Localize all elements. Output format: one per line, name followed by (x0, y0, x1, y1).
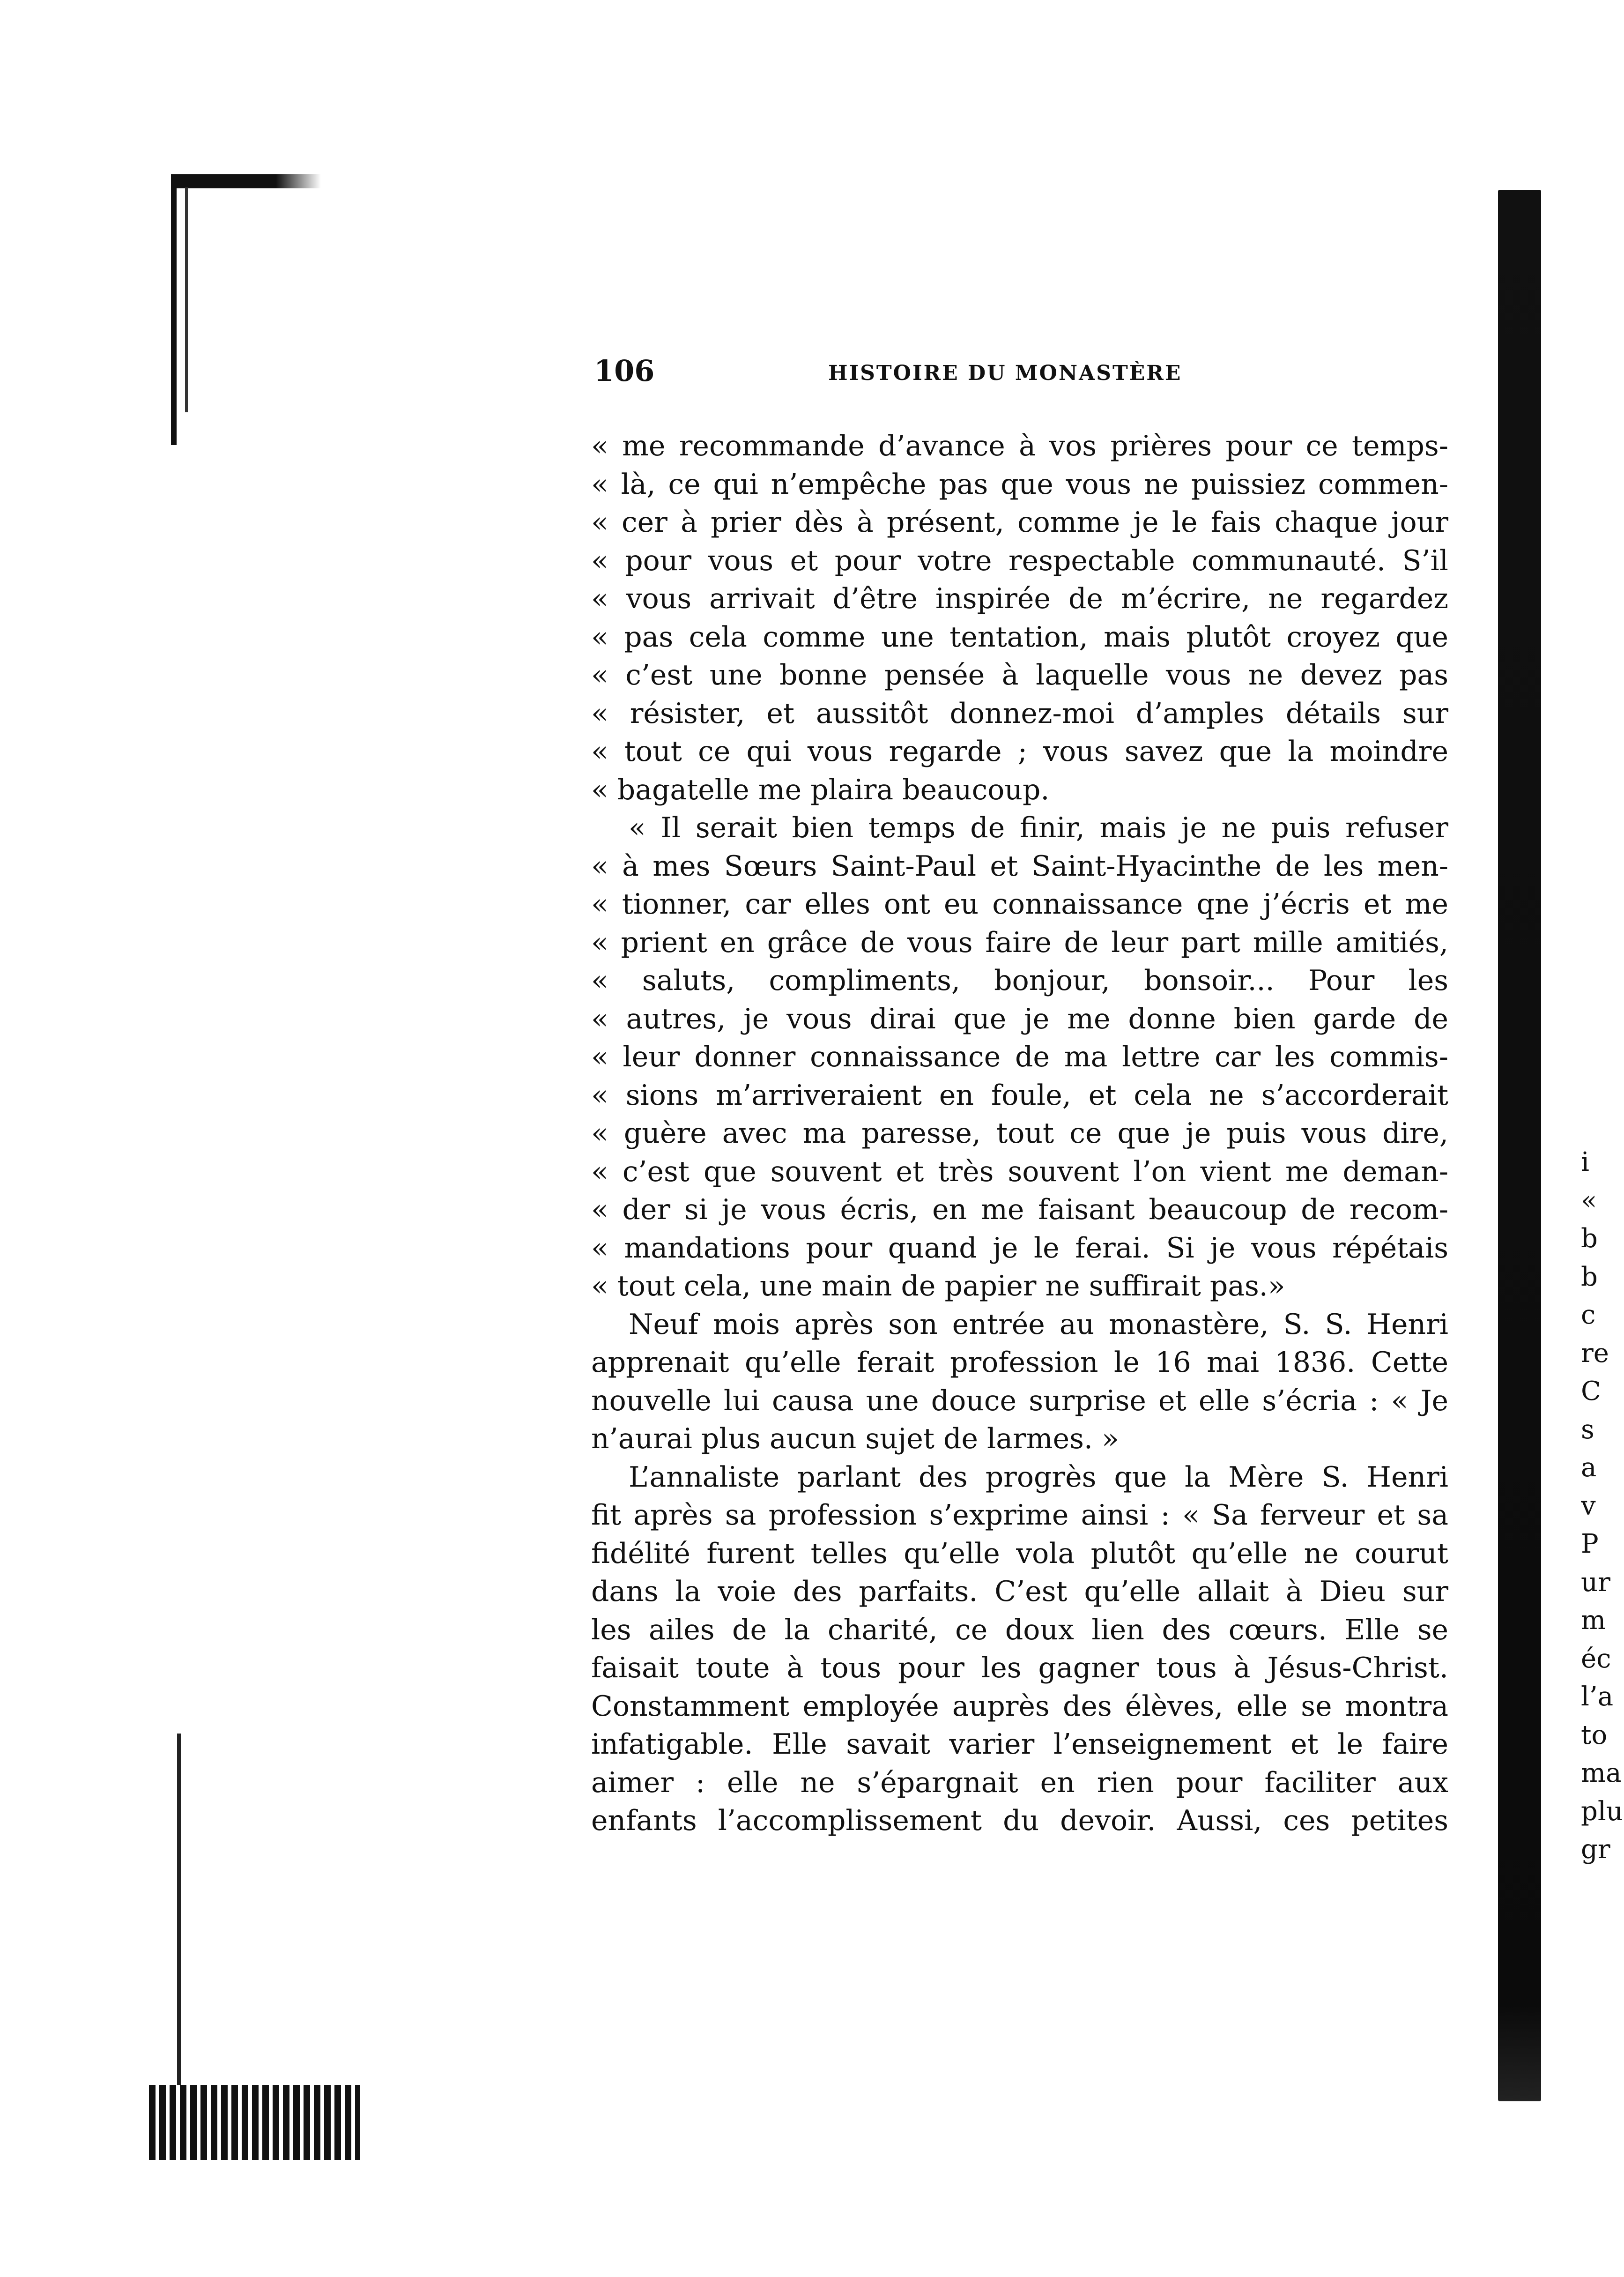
text-line: aimer : elle ne s’épargnait en rien pour faciliter aux (591, 1766, 1448, 1799)
text-line: « tionner, car elles ont eu connaissance qne j’écris et me (591, 888, 1448, 921)
facing-page-fragment: re (1581, 1338, 1609, 1369)
text-line: « pour vous et pour votre respectable communauté. S’il (591, 544, 1448, 577)
text-line: « prient en grâce de vous faire de leur part mille amitiés, (591, 926, 1448, 959)
text-line: infatigable. Elle savait varier l’enseignement et le faire (591, 1728, 1448, 1761)
text-line: « bagatelle me plaira beaucoup. (591, 773, 1050, 806)
text-line: « à mes Sœurs Saint-Paul et Saint-Hyacinthe de les men- (591, 849, 1448, 883)
text-line: « guère avec ma paresse, tout ce que je puis vous dire, (591, 1117, 1448, 1150)
text-line: enfants l’accomplissement du devoir. Aussi, ces petites (591, 1804, 1448, 1837)
body-text (591, 427, 1448, 1840)
text-line: « tout ce qui vous regarde ; vous savez que la moindre (591, 735, 1448, 768)
facing-page-fragment: P (1581, 1529, 1599, 1559)
facing-page-fragment: plu (1581, 1796, 1623, 1827)
text-line: « der si je vous écris, en me faisant beaucoup de recom- (591, 1193, 1448, 1226)
scan-edge-shadow (149, 2085, 360, 2160)
text-line: « pas cela comme une tentation, mais plutôt croyez que (591, 620, 1448, 654)
facing-page-fragment: c (1581, 1300, 1596, 1330)
facing-page-fragment: ma (1581, 1758, 1622, 1788)
facing-page-fragments (1581, 1143, 1624, 1869)
facing-page-fragment: l’a (1581, 1682, 1614, 1712)
facing-page-fragment: a (1581, 1452, 1597, 1483)
page-number: 106 (594, 354, 655, 388)
text-line: nouvelle lui causa une douce surprise et elle s’écria : « Je (591, 1384, 1448, 1417)
text-line: « Il serait bien temps de finir, mais je ne puis refuser (629, 811, 1448, 844)
text-line: « sions m’arriveraient en foule, et cela ne s’accorderait (591, 1079, 1448, 1112)
facing-page-fragment: m (1581, 1605, 1606, 1636)
text-line: dans la voie des parfaits. C’est qu’elle allait à Dieu sur (591, 1575, 1448, 1608)
text-line: « là, ce qui n’empêche pas que vous ne puissiez commen- (591, 468, 1448, 501)
facing-page-fragment: to (1581, 1719, 1608, 1750)
scan-edge-shadow (171, 183, 177, 445)
facing-page-fragment: ur (1581, 1567, 1610, 1598)
facing-page-fragment: b (1581, 1261, 1598, 1292)
facing-page-fragment: v (1581, 1490, 1596, 1521)
facing-page-fragment: b (1581, 1223, 1598, 1254)
text-line: « vous arrivait d’être inspirée de m’écrire, ne regardez (591, 582, 1448, 615)
text-line: les ailes de la charité, ce doux lien des cœurs. Elle se (591, 1613, 1448, 1646)
text-line: Neuf mois après son entrée au monastère, S. S. Henri (629, 1308, 1448, 1341)
text-line: « c’est que souvent et très souvent l’on vient me deman- (591, 1155, 1448, 1188)
scan-edge-shadow (171, 174, 321, 188)
text-line: « autres, je vous dirai que je me donne bien garde de (591, 1002, 1448, 1035)
text-line: faisait toute à tous pour les gagner tous à Jésus-Christ. (591, 1652, 1448, 1684)
facing-page-fragment: C (1581, 1376, 1601, 1406)
facing-page-fragment: i (1581, 1147, 1589, 1177)
text-line: « tout cela, une main de papier ne suffirait pas.» (591, 1270, 1285, 1302)
text-line: n’aurai plus aucun sujet de larmes. » (591, 1422, 1119, 1455)
text-line: « mandations pour quand je le ferai. Si je vous répétais (591, 1231, 1448, 1265)
page-header (594, 352, 1264, 390)
text-line: « résister, et aussitôt donnez-moi d’amples détails sur (591, 697, 1448, 730)
text-line: L’annaliste parlant des progrès que la Mère S. Henri (629, 1460, 1448, 1494)
text-line: fit après sa profession s’exprime ainsi : « Sa ferveur et sa (591, 1499, 1448, 1532)
scan-edge-shadow (185, 187, 188, 412)
facing-page-fragment: « (1581, 1185, 1597, 1216)
scan-edge-shadow (177, 1734, 181, 2085)
text-line: apprenait qu’elle ferait profession le 16 mai 1836. Cette (591, 1346, 1448, 1379)
facing-page-fragment: s (1581, 1414, 1594, 1445)
text-line: « leur donner connaissance de ma lettre car les commis- (591, 1041, 1448, 1073)
text-line: « c’est une bonne pensée à laquelle vous ne devez pas (591, 659, 1448, 692)
text-line: « me recommande d’avance à vos prières pour ce temps- (591, 430, 1448, 462)
facing-page-fragment: gr (1581, 1834, 1610, 1865)
book-gutter-shadow (1498, 190, 1541, 2101)
text-line: « saluts, compliments, bonjour, bonsoir... Pour les (591, 964, 1448, 997)
text-line: « cer à prier dès à présent, comme je le fais chaque jour (591, 506, 1448, 539)
text-line: fidélité furent telles qu’elle vola plutôt qu’elle ne courut (591, 1537, 1448, 1570)
text-line: Constamment employée auprès des élèves, elle se montra (591, 1689, 1448, 1723)
facing-page-fragment: éc (1581, 1643, 1611, 1674)
running-title: HISTOIRE DU MONASTÈRE (828, 361, 1182, 385)
